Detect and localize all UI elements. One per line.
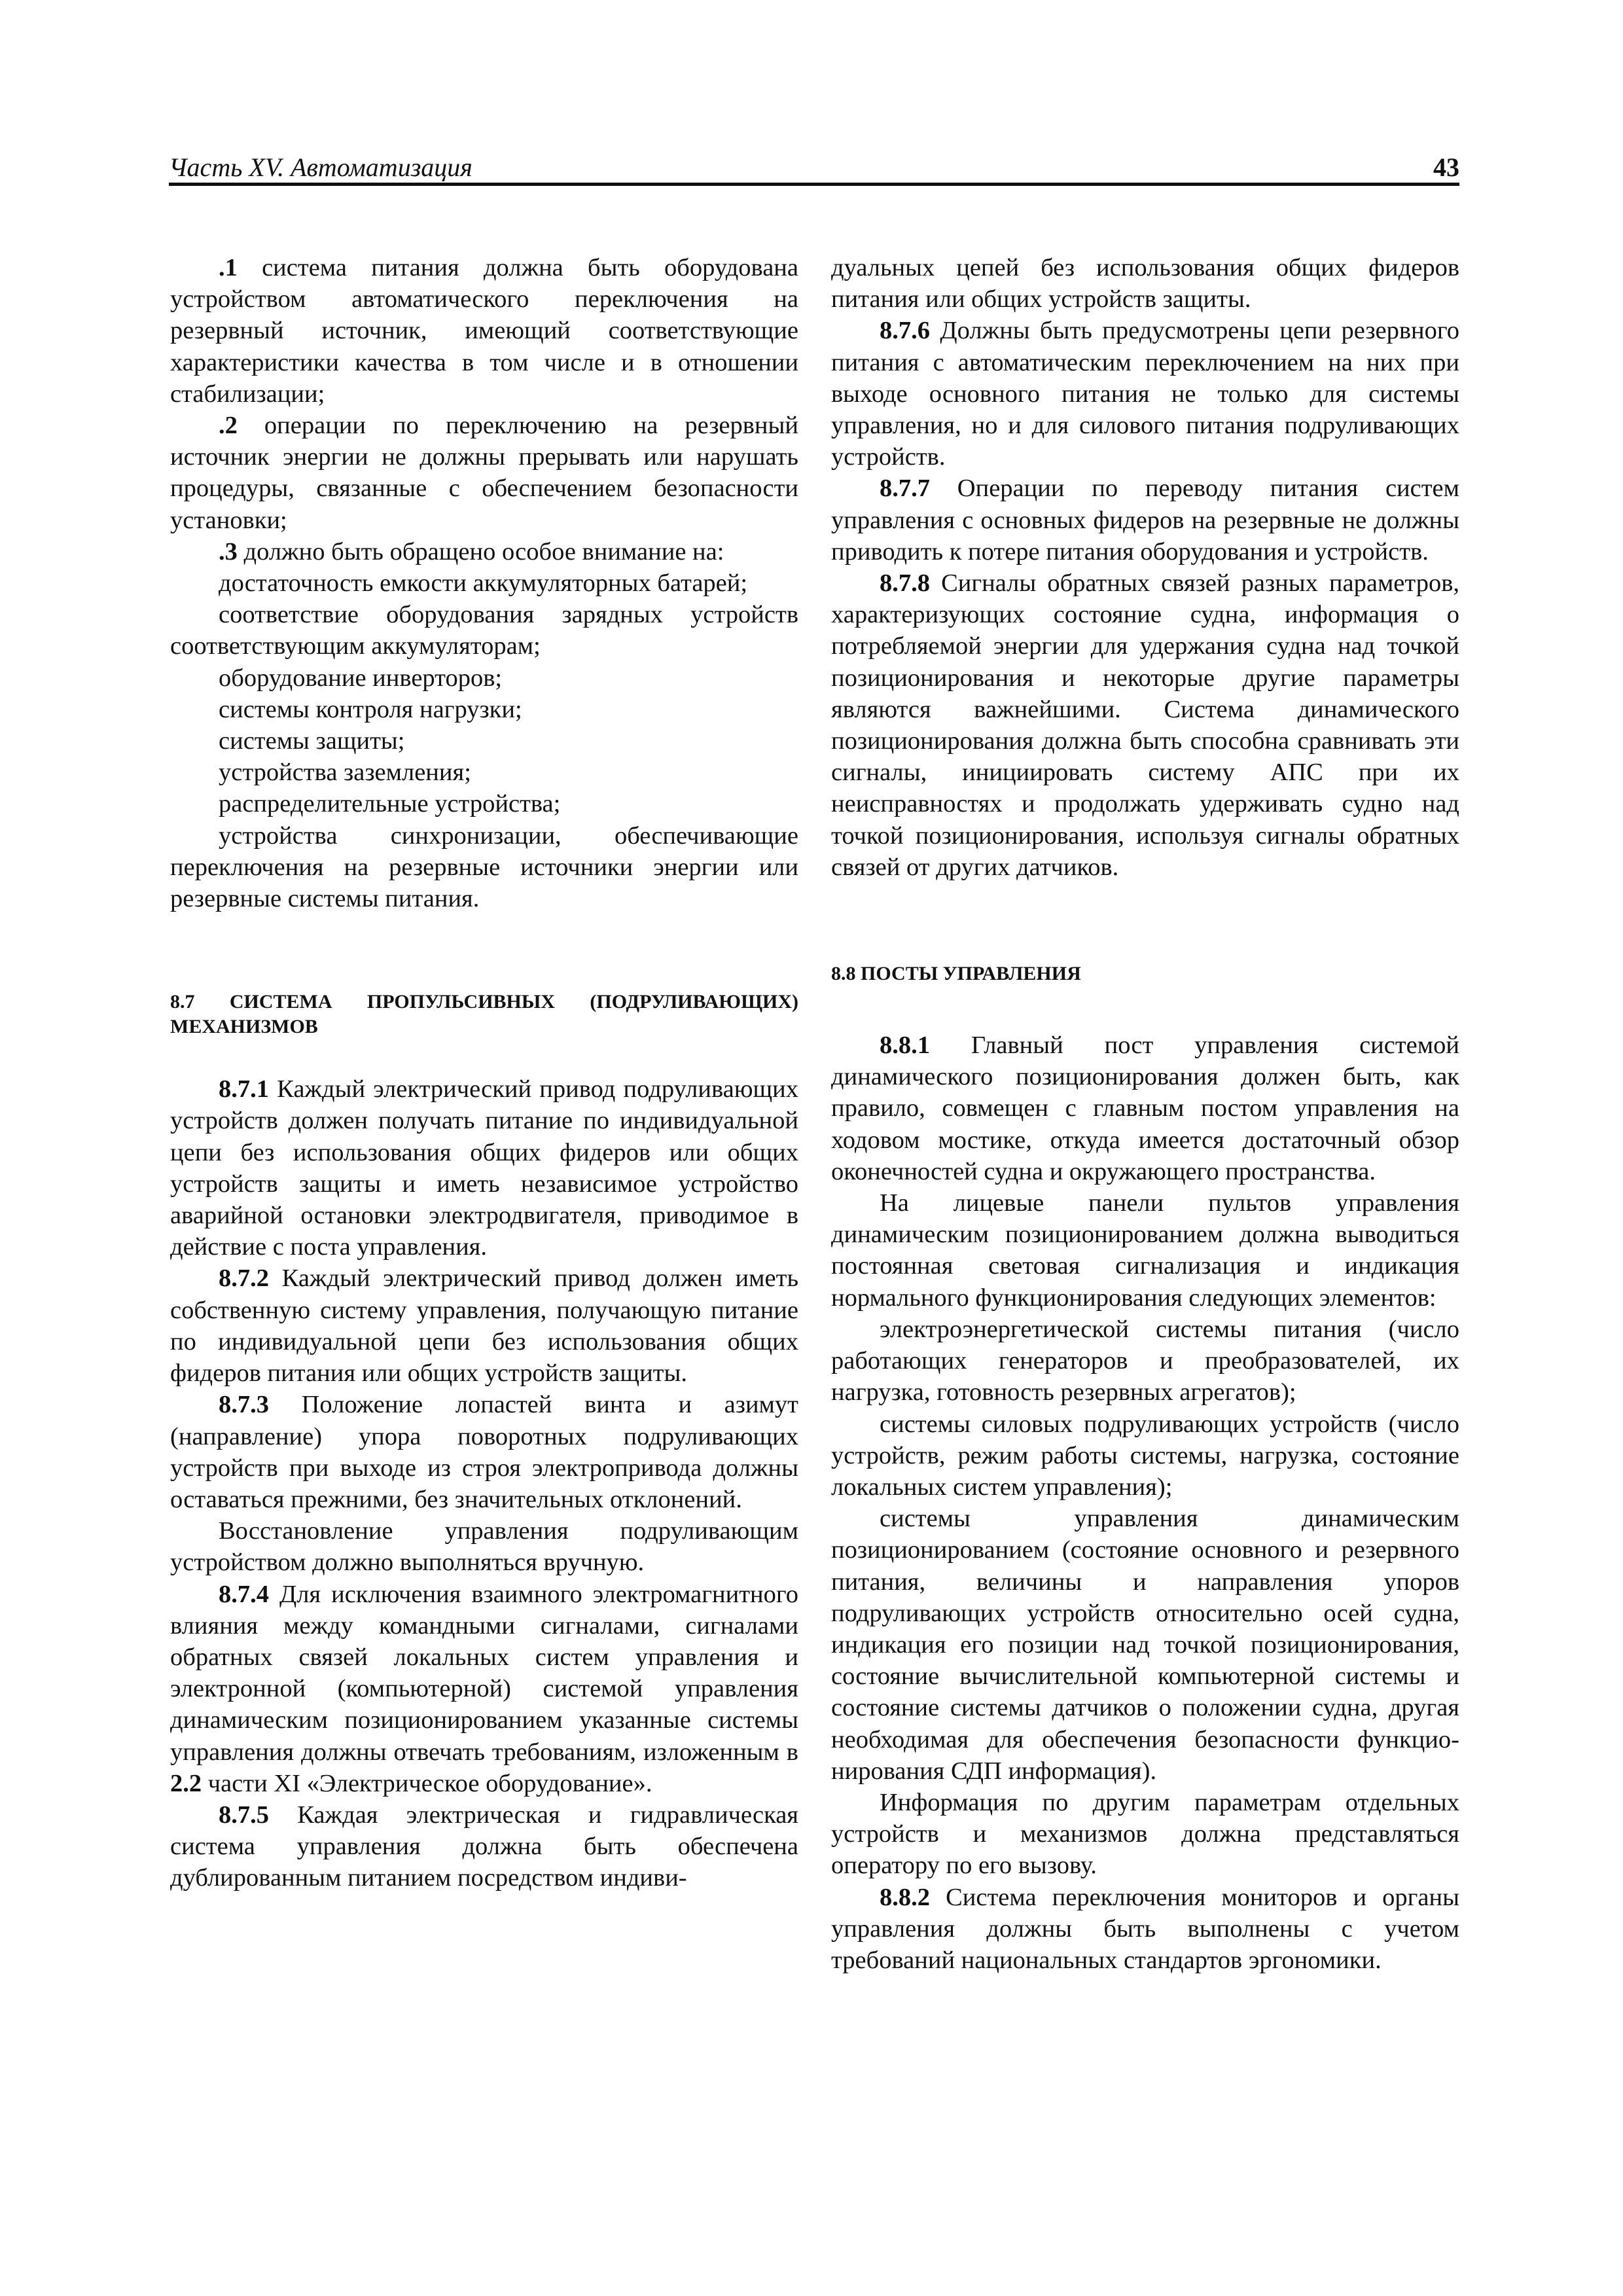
- item-number: .3: [219, 537, 238, 565]
- clause-number: 8.7.2: [219, 1265, 269, 1293]
- clause-text: Должны быть предусмотрены цепи резервного питания с автоматическим переключением на них при выходе основного питания не только для системы управления, но и для силового питания подруливающих устройств.: [831, 317, 1459, 471]
- clause-number: 8.7.3: [219, 1391, 269, 1419]
- page-header: [169, 145, 1459, 186]
- clause-number: 8.7.8: [880, 569, 930, 598]
- list-item: системы силовых подруливающих устройств (число устройств, режим работы системы, нагрузка, состояние локальных систем управления);: [831, 1410, 1459, 1501]
- clause-8-8-1: [831, 1030, 1459, 1187]
- item-number: .2: [219, 412, 238, 440]
- clause-text: Для исключения взаимного электромагнитного влияния между командными сигналами, сигналами обратных связей локальных систем управления и электронной (компьютерной) системой управления динамическим позиционированием указанные системы управления должны отвечать требованиям, изложенным в: [170, 1580, 798, 1766]
- clause-text: Главный пост управления системой динамического позиционирования должен быть, как правило, совмещен с главным постом управления на ходовом мостике, откуда имеется достаточный обзор оконечностей судна и окружающего пространства.: [831, 1031, 1459, 1185]
- paragraph-text: должно быть обращено особое внимание на:: [237, 537, 724, 565]
- clause-text: части XI «Электрическое оборудование».: [202, 1769, 652, 1797]
- clause-text: Каждый электрический привод должен иметь собственную систему управления, получающую питание по индивидуальной цепи без использования общих фидеров питания или общих устройств защиты.: [170, 1265, 798, 1388]
- clause-number: 8.7.1: [219, 1075, 269, 1103]
- list-item: распределительные устройства;: [219, 790, 561, 818]
- clause-number: 8.7.5: [219, 1801, 269, 1829]
- list-item: соответствие оборудования зарядных устройств соответствующим аккумуляторам;: [170, 601, 798, 660]
- section-heading-8-7: 8.7 СИСТЕМА ПРОПУЛЬСИВНЫХ (ПОДРУЛИВАЮЩИХ) МЕХАНИЗМОВ: [170, 991, 798, 1038]
- list-item: системы защиты;: [219, 727, 405, 755]
- page-number: 43: [1433, 152, 1459, 182]
- list-item: системы управления динамическим позиционированием (состояние основного и резервного питания, величины и направления упоров подруливающих устройств относительно осей судна, индикация его позиции над точкой позиционирования, состояние вычислительной компьютерной системы и состояние системы датчиков о положении судна, другая необходимая для обеспечения безопасности функцио-нирования СДП информация).: [831, 1505, 1459, 1785]
- clause-8-7-2: [170, 1263, 798, 1389]
- section-heading-8-8: 8.8 ПОСТЫ УПРАВЛЕНИЯ: [831, 963, 1081, 985]
- paragraph-item-3: [170, 536, 798, 567]
- clause-8-7-1: [170, 1073, 798, 1263]
- paragraph-text: система питания должна быть оборудована устройством автоматического переключения на резервный источник, имеющий соответствующие характеристики качества в том числе и в отношении стабилизации;: [170, 254, 798, 408]
- paragraph-text: операции по переключению на резервный источник энергии не должны прерывать или нарушать процедуры, связанные с обеспечением безопасности установки;: [170, 412, 798, 534]
- list-item: устройства заземления;: [219, 759, 471, 787]
- running-title: Часть XV. Автоматизация: [169, 152, 473, 182]
- clause-text: Положение лопастей винта и азимут (направление) упора поворотных подруливающих устройств при выходе из строя электропривода должны оставаться прежними, без значительных отклонений.: [170, 1391, 798, 1513]
- clause-8-8-2: [831, 1882, 1459, 1977]
- paragraph-item-1: [170, 252, 798, 410]
- cross-reference: 2.2: [170, 1769, 202, 1797]
- clause-8-7-3-note: Восстановление управления подруливающим устройством должно выполняться вручную.: [170, 1517, 798, 1577]
- list-item: оборудование инверторов;: [219, 664, 503, 692]
- clause-text: Каждый электрический привод подруливающих устройств должен получать питание по индивидуальной цепи без использования общих фидеров или общих устройств защиты и иметь независимое устройство аварийной остановки электродвигателя, приводимое в действие с поста управления.: [170, 1075, 798, 1261]
- clause-number: 8.8.2: [880, 1883, 930, 1911]
- clause-number: 8.8.1: [880, 1031, 930, 1060]
- clause-8-7-5-continued: дуальных цепей без использования общих фидеров питания или общих устройств защиты.: [831, 254, 1459, 314]
- clause-8-7-5: [170, 1799, 798, 1894]
- clause-number: 8.7.4: [219, 1580, 269, 1608]
- clause-text: Операции по переводу питания систем управления с основных фидеров на резервные не должны приводить к потере питания оборудования и устройств.: [831, 475, 1459, 565]
- right-column: [831, 252, 1459, 1976]
- clause-text: Сигналы обратных связей разных параметров, характеризующих состояние судна, информация о потребляемой энергии для удержания судна над точкой позиционирования и некоторые другие параметры являются важнейшими. Система динамического позиционирования должна быть способна сравнивать эти сигналы, инициировать систему АПС при их неисправностях и продолжать удерживать судно над точкой позиционирования, используя сигналы обратных связей от других датчиков.: [831, 569, 1459, 881]
- clause-8-8-1-panel-text: На лицевые панели пультов управления динамическим позиционированием должна выводиться постоянная световая сигнализация и индикация нормального функционирования следующих элементов:: [831, 1189, 1459, 1312]
- clause-text: Система переключения мониторов и органы управления должны быть выполнены с учетом требований национальных стандартов эргономики.: [831, 1883, 1459, 1974]
- list-item: электроэнергетической системы питания (число работающих генераторов и преобразователей, их нагрузка, готовность резервных агрегатов);: [831, 1315, 1459, 1407]
- list-item: системы контроля нагрузки;: [219, 695, 522, 723]
- clause-8-7-8: [831, 567, 1459, 883]
- list-item: достаточность емкости аккумуляторных батарей;: [219, 569, 748, 598]
- left-column: [170, 252, 798, 1894]
- paragraph-item-2: [170, 410, 798, 536]
- clause-8-7-7: [831, 473, 1459, 567]
- clause-text: Каждая электрическая и гидравлическая система управления должна быть обеспечена дублированным питанием посредством индиви-: [170, 1801, 798, 1892]
- item-number: .1: [219, 254, 238, 281]
- clause-8-7-3: [170, 1389, 798, 1515]
- clause-8-7-4: [170, 1579, 798, 1799]
- clause-8-8-1-info-text: Информация по другим параметрам отдельных устройств и механизмов должна представляться оператору по его вызову.: [831, 1788, 1459, 1880]
- header-rule: [169, 183, 1459, 186]
- clause-number: 8.7.6: [880, 317, 930, 345]
- list-item: устройства синхронизации, обеспечивающие переключения на резервные источники энергии или резервные системы питания.: [170, 821, 798, 913]
- clause-number: 8.7.7: [880, 475, 930, 503]
- clause-8-7-6: [831, 315, 1459, 473]
